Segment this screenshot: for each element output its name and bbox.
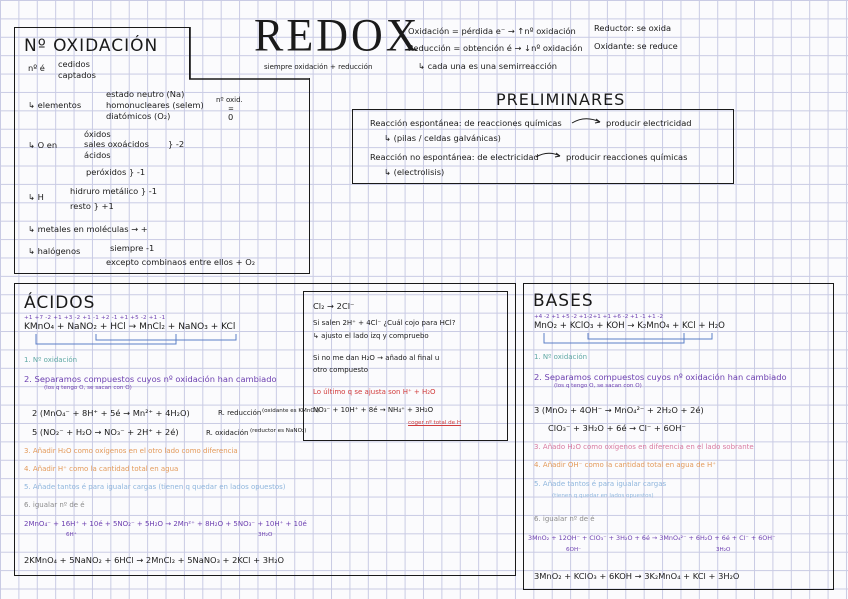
- elementos-item-1: estado neutro (Na): [106, 89, 185, 99]
- bases-oxnums: +4 -2 +1 +5 -2 +1-2+1 +1 +6 -2 +1 -1 +1 -2: [534, 314, 664, 320]
- preliminares-line-2: ↳ (pilas / celdas galvánicas): [384, 133, 501, 143]
- acidos-semi-1-tag: R. reducción: [218, 409, 262, 417]
- middle-line-2: Si salen 2H⁺ + 4Cl⁻ ¿Cuál cojo para HCl?: [313, 319, 456, 327]
- halogenos-item-1: siempre -1: [110, 243, 155, 253]
- preliminares-line-1: Reacción espontánea: de reacciones químicas: [370, 118, 562, 128]
- acidos-sum-under-1: 6H⁺: [66, 532, 77, 538]
- acidos-step-4: 4. Añadir H⁺ como la cantidad total en agua: [24, 465, 179, 473]
- elementos-label: ↳ elementos: [28, 100, 82, 110]
- elementos-value-label: nº oxid.: [216, 96, 243, 104]
- acidos-step-3: 3. Añadir H₂O como oxígenos en el otro lado como diferencia: [24, 447, 238, 455]
- bases-heading: BASES: [533, 291, 594, 311]
- oxigeno-item-2: sales oxoácidos: [84, 139, 149, 149]
- bases-semi-1: 3 (MnO₂ + 4OH⁻ → MnO₄²⁻ + 2H₂O + 2é): [534, 405, 704, 415]
- bases-step-2: 2. Separamos compuestos cuyos nº oxidación han cambiado: [534, 372, 787, 382]
- preliminares-line-3: Reacción no espontánea: de electricidad: [370, 152, 539, 162]
- def-reduccion: Reducción = obtención é → ↓nº oxidación: [408, 43, 583, 53]
- bases-final: 3MnO₂ + KClO₃ + 6KOH → 3K₂MnO₄ + KCl + 3H₂O: [534, 571, 740, 581]
- metales-line: ↳ metales en moléculas → +: [28, 224, 148, 234]
- bases-reaction: MnO₂ + KClO₃ + KOH → K₂MnO₄ + KCl + H₂O: [534, 321, 725, 331]
- hidrogeno-item-1: hidruro metálico } -1: [70, 186, 158, 196]
- hidrogeno-label: ↳ H: [28, 192, 44, 202]
- elementos-value-eq: =: [228, 105, 234, 113]
- preliminares-line-3b: producir reacciones químicas: [566, 152, 688, 162]
- middle-line-7: NO₃⁻ + 10H⁺ + 8é → NH₄⁺ + 3H₂O: [313, 406, 434, 414]
- preliminares-line-4: ↳ (electrolisis): [384, 167, 445, 177]
- acidos-sum-under-2: 3H₂O: [258, 532, 273, 538]
- acidos-semi-2-note: (reductor es NaNO₂): [250, 428, 307, 434]
- def-reductor: Reductor: se oxida: [594, 23, 672, 33]
- acidos-step-2-note: (los q tengo O, se sacan con O): [44, 385, 132, 391]
- def-oxidante: Oxidante: se reduce: [594, 41, 678, 51]
- acidos-step-1: 1. Nº oxidación: [24, 356, 78, 364]
- acidos-semi-2-tag: R. oxidación: [206, 429, 249, 437]
- acidos-step-6: 6. igualar nº de é: [24, 501, 85, 509]
- noxidacion-def: nº é: [28, 63, 45, 73]
- acidos-step-2: 2. Separamos compuestos cuyos nº oxidación han cambiado: [24, 374, 277, 384]
- middle-line-6: Lo último q se ajusta son H⁺ + H₂O: [313, 388, 436, 396]
- elementos-item-3: diatómicos (O₂): [106, 111, 171, 121]
- middle-line-8: coger nº total de H: [408, 420, 462, 426]
- def-semirreaccion: ↳ cada una es una semirreacción: [418, 61, 558, 71]
- bases-sum: 3MnO₂ + 12OH⁻ + ClO₃⁻ + 3H₂O + 6é → 3MnO₄²⁻ + 6H₂O + 6é + Cl⁻ + 6OH⁻: [528, 534, 776, 542]
- acidos-heading: ÁCIDOS: [24, 293, 96, 313]
- middle-line-5: otro compuesto: [313, 366, 369, 374]
- page-title: REDOX: [254, 9, 421, 62]
- acidos-reaction: KMnO₄ + NaNO₂ + HCl → MnCl₂ + NaNO₃ + KCl: [24, 322, 236, 332]
- def-oxidacion: Oxidación = pérdida e⁻ → ↑nº oxidación: [408, 26, 576, 36]
- bases-step-5-note: (tienen q quedar en lados opuestos): [552, 493, 654, 499]
- oxigeno-item-1: óxidos: [84, 129, 111, 139]
- bases-semi-2: ClO₃⁻ + 3H₂O + 6é → Cl⁻ + 6OH⁻: [548, 423, 686, 433]
- middle-line-4: Si no me dan H₂O → añado al final u: [313, 354, 440, 362]
- bases-step-4: 4. Añadir OH⁻ como la cantidad total en agua de H⁺: [534, 461, 717, 469]
- preliminares-heading: PRELIMINARES: [496, 90, 626, 109]
- acidos-semi-1-note: (oxidante es KMnO₄): [262, 408, 320, 414]
- elementos-item-2: homonucleares (selem): [106, 100, 204, 110]
- acidos-step-5: 5. Añade tantos é para igualar cargas (tienen q quedar en lados opuestos): [24, 483, 286, 491]
- hidrogeno-item-2: resto } +1: [70, 201, 114, 211]
- bases-sum-under-1: 6OH⁻: [566, 547, 582, 553]
- acidos-sum: 2MnO₄⁻ + 16H⁺ + 10é + 5NO₂⁻ + 5H₂O → 2Mn²⁺ + 8H₂O + 5NO₃⁻ + 10H⁺ + 10é: [24, 520, 307, 528]
- elementos-value: 0: [228, 112, 234, 122]
- noxidacion-cedidos: cedidos: [58, 59, 90, 69]
- halogenos-label: ↳ halógenos: [28, 246, 81, 256]
- bases-sum-under-2: 3H₂O: [716, 547, 731, 553]
- acidos-final: 2KMnO₄ + 5NaNO₂ + 6HCl → 2MnCl₂ + 5NaNO₃ + 2KCl + 3H₂O: [24, 555, 285, 565]
- acidos-oxnums: +1 +7 -2 +1 +3 -2 +1 -1 +2 -1 +1 +5 -2 +1 -1: [24, 315, 166, 321]
- bases-step-2-note: (los q tengo O, se sacan con O): [554, 383, 642, 389]
- oxigeno-peroxidos: peróxidos } -1: [86, 167, 146, 177]
- middle-line-3: ↳ ajusto el lado izq y compruebo: [313, 332, 429, 340]
- middle-line-1: Cl₂ → 2Cl⁻: [313, 301, 355, 311]
- oxigeno-item-3: ácidos: [84, 150, 111, 160]
- acidos-semi-2: 5 (NO₂⁻ + H₂O → NO₃⁻ + 2H⁺ + 2é): [32, 427, 179, 437]
- halogenos-item-2: excepto combinaos entre ellos + O₂: [106, 257, 256, 267]
- bases-step-3: 3. Añado H₂O como oxígenos en diferencia en el lado sobrante: [534, 443, 754, 451]
- noxidacion-heading: Nº OXIDACIÓN: [24, 36, 159, 56]
- oxigeno-value: } -2: [168, 139, 185, 149]
- acidos-semi-1: 2 (MnO₄⁻ + 8H⁺ + 5é → Mn²⁺ + 4H₂O): [32, 408, 190, 418]
- noxidacion-captados: captados: [58, 70, 96, 80]
- bases-step-1: 1. Nº oxidación: [534, 353, 588, 361]
- preliminares-line-1b: producir electricidad: [606, 118, 692, 128]
- oxigeno-label: ↳ O en: [28, 140, 58, 150]
- bases-step-6: 6. igualar nº de é: [534, 515, 595, 523]
- bases-step-5: 5. Añade tantos é para igualar cargas: [534, 480, 667, 488]
- page-subtitle: siempre oxidación + reducción: [264, 63, 373, 71]
